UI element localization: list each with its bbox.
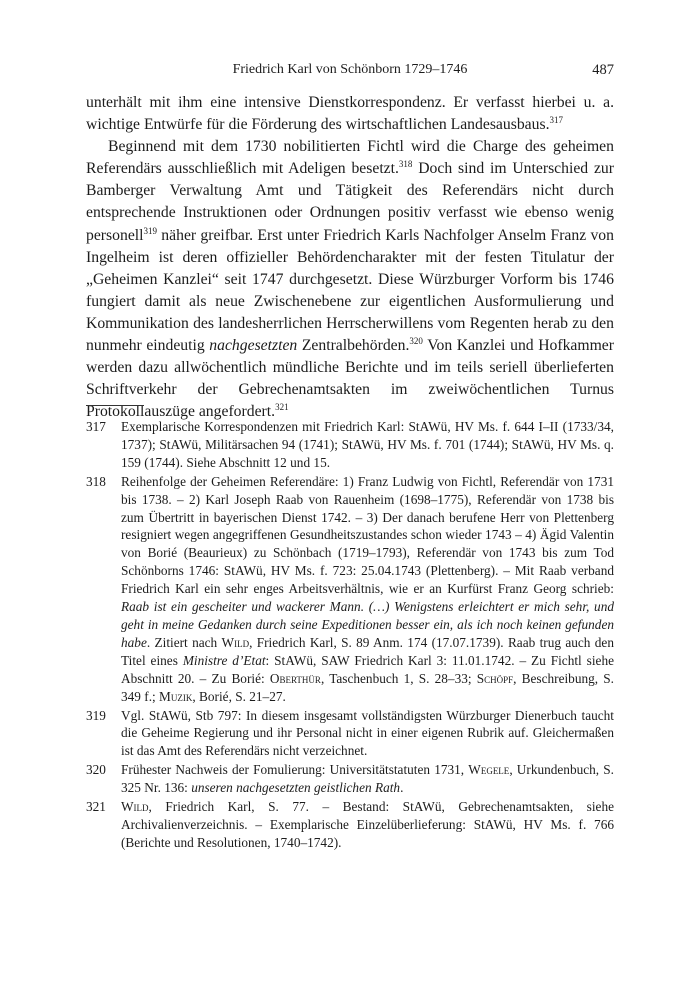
footnote-317: 317 Exemplarische Korrespondenzen mit Friedrich Karl: StAWü, HV Ms. f. 644 I–II (1733/34, 1737); StAWü, Militärsachen 94 (1741); StAWü, HV Ms. f. 701 (1744); StAWü, HV Ms. q. 159 (1744). Siehe Abschnitt 12 und 15. <box>86 419 614 470</box>
footnote-319: 319 Vgl. StAWü, Stb 797: In diesem insgesamt vollständigsten Würzburger Dienerbuch taucht die Geheime Regierung und ihr Personal nicht in einer eigenen Rubrik auf. Gleichermaßen ist das Amt des Referendärs nicht verzeichnet. <box>86 707 614 759</box>
paragraph: unterhält mit ihm eine intensive Dienstkorrespondenz. Er verfasst hierbei u. a. wichtige Entwürfe für die Förderung des wirtschaftlichen Landesausbaus.$^{317}$ <box>86 94 614 134</box>
footnote-320: 320 Frühester Nachweis der Fomulierung: Universitätstatuten 1731, Wegele, Urkundenbuch, S. 325 Nr. 136: unseren nachgesetzten geistlichen Rath. <box>86 762 614 796</box>
emphasis: nachgesetzten <box>209 337 298 355</box>
footnote-number: 320 <box>86 762 106 778</box>
footnote-number: 317 <box>86 419 106 434</box>
footnote-divider <box>86 405 144 406</box>
main-text <box>86 92 614 423</box>
footnotes <box>86 405 614 853</box>
author-name: Wild <box>221 634 250 650</box>
footnote-ref[interactable]: 319 <box>143 225 158 236</box>
author-name: Schöpf <box>476 670 514 686</box>
footnote-318: 318 Reihenfolge der Geheimen Referendäre: 1) Franz Ludwig von Fichtl, Referendär von 1731 bis 1738. – 2) Karl Joseph Raab von Rauenheim (1698–1775), Referendär von 1738 bis zum Übertritt in bayerischen Dienst 1742. – 3) Der danach berufene Herr von Plettenberg resigniert wegen angegriffenen Gesundheitszustandes schon wieder 1743 – 4) Ägid Valentin von Borié (Beaurieux) zu Schönbach (1719–1793), Referendär von 1743 bis zum Tod Schönborns 1746: StAWü, HV Ms. f. 723: 25.04.1743 (Plettenberg). – Mit Raab verband Friedrich Karl ein sehr enges Arbeitsverhältnis, wie er an Kurfürst Franz Georg schrieb: Raab ist ein gescheiter und wackerer Mann. (…) Wenigstens erleichtert er mich sehr, und geht in meine Gedanken durch seine Expeditionen besser ein, als ich noch keinen gefunden habe. Zitiert nach Wild, Friedrich Karl, S. 89 Anm. 174 (17.07.1739). Raab trug auch den Titel eines Ministre d’Etat: StAWü, SAW Friedrich Karl 3: 11.01.1742. – Zu Fichtl siehe Abschnitt 20. – Zu Borié: Oberthür, Taschenbuch 1, S. 28–33; Schöpf, Beschreibung, S. 349 f.; Muzik, Borié, S. 21–27. <box>86 473 614 704</box>
footnote-number: 318 <box>86 473 106 489</box>
footnote-321: 321 Wild, Friedrich Karl, S. 77. – Bestand: StAWü, Gebrechenamtsakten, siehe Archivalienverzeichnis. – Exemplarische Einzelüberlieferung: StAWü, HV Ms. f. 766 (Berichte und Resolutionen, 1740–1742). <box>86 799 614 850</box>
running-title: Friedrich Karl von Schönborn 1729–1746 <box>232 62 468 77</box>
footnote-number: 321 <box>86 799 106 815</box>
paragraph: Beginnend mit dem 1730 nobilitierten Fichtl wird die Charge des geheimen Referendärs ausschließlich mit Adeligen besetzt.$^{318}$ Doch sind im Unterschied zur Bamberger Verwaltung Amt und Tätigkeit des Referendärs nicht durch entsprechende Instruktionen oder Ordnungen positiv verfasst wie ebenso wenig personell$^{319}$ näher greifbar. Erst unter Friedrich Karls Nachfolger Anselm Franz von Ingelheim ist deren offizieller Behördencharakter mit der festen Titulatur der „Geheimen Kanzlei“ seit 1747 durchgesetzt. Diese Würzburger Vorform bis 1746 fungiert damit als neue Zwischenebene zur eigentlichen Ausformulierung und Kommunikation des landesherrlichen Herrscherwillens vom Regenten herab zu den nunmehr eindeutig nachgesetzten Zentralbehörden.$^{320}$ Von Kanzlei und Hofkammer werden dazu allwöchentlich mündliche Berichte und im teils seriell überlieferten Schriftverkehr der Gebrechenamtsakten im zweiwöchentlichen Turnus Protokollauszüge angefordert.$^{321}$ <box>86 138 614 421</box>
author-name: Oberthür <box>269 670 321 686</box>
author-name: Muzik <box>159 688 193 704</box>
author-name: Wegele <box>468 762 510 778</box>
footnote-ref[interactable]: 317 <box>549 114 564 125</box>
footnote-ref[interactable]: 318 <box>398 159 413 170</box>
page-number: 487 <box>592 62 614 78</box>
footnote-ref[interactable]: 320 <box>409 335 423 346</box>
page-header <box>86 62 614 84</box>
footnote-number: 319 <box>86 707 106 723</box>
footnote-ref[interactable]: 321 <box>275 402 289 413</box>
author-name: Wild <box>121 799 149 815</box>
